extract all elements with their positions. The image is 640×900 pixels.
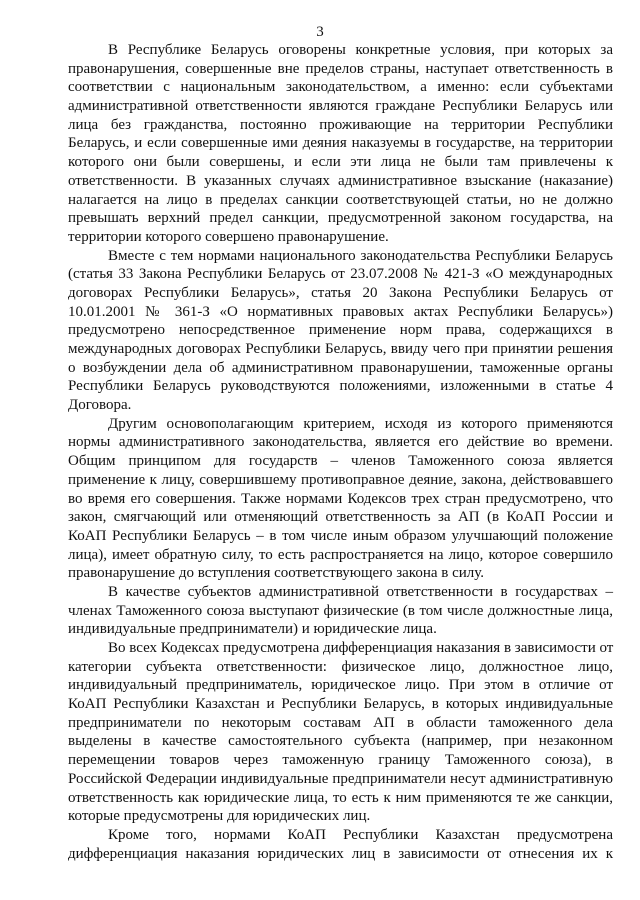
text-line: дифференциация наказания юридических лиц в зависимости от отнесения их к: [68, 845, 613, 862]
text-line: В Республике Беларусь оговорены конкретные условия, при которых за: [108, 42, 613, 58]
text-line: лица), имеет обратную силу, то есть распространяется на лицо, которое совершило: [68, 546, 613, 563]
text-line: выделены в качестве самостоятельного субъекта (например, при незаконном: [68, 733, 613, 750]
text-line: индивидуальные предприниматели) и юридические лица.: [68, 621, 437, 638]
text-line: В качестве субъектов административной ответственности в государствах –: [108, 583, 613, 600]
text-line: международных договорах Республики Беларусь, ввиду чего при принятии решения: [68, 341, 613, 357]
paragraph: [68, 415, 613, 583]
text-line: правонарушения, совершенные вне пределов страны, наступает ответственность в: [68, 60, 613, 77]
paragraph: [68, 247, 613, 415]
text-line: Республики Беларусь руководствуются положениями, изложенными в статье 4: [68, 378, 613, 395]
text-line: Российской Федерации индивидуальные предприниматели несут административную: [68, 770, 613, 787]
text-line: которого они были совершены, и если эти лица не были там привлечены к: [68, 154, 613, 171]
text-line: ответственность как юридические лица, то есть к ним применяются те же санкции,: [68, 789, 613, 806]
text-line: закон, смягчающий или отменяющий ответственность за АП (в КоАП России и: [68, 509, 613, 526]
text-line: во время его совершения. Также нормами Кодексов трех стран предусмотрено, что: [68, 490, 613, 507]
text-line: предприниматели по некоторым составам АП в области таможенного дела: [68, 714, 613, 731]
text-line: (статья 33 Закона Республики Беларусь от 23.07.2008 № 421-З «О международных: [68, 266, 613, 283]
text-line: договорах Республики Беларусь», статья 20 Закона Республики Беларусь от: [68, 284, 613, 301]
text-line: налагается на лицо в пределах санкции соответствующей статьи, но не должно: [68, 191, 613, 208]
paragraph: [68, 41, 613, 247]
text-line: членах Таможенного союза выступают физические (в том числе должностные лица,: [68, 602, 613, 619]
text-line: КоАП Республики Беларусь – в том числе иным образом улучшающий положение: [68, 527, 613, 544]
text-line: превышать верхний предел санкции, предусмотренной законом государства, на: [68, 210, 613, 227]
text-line: индивидуальный предприниматель, юридическое лицо. При этом в отличие от: [68, 677, 613, 694]
text-line: применение к лицу, совершившему противоправное деяние, закона, действовавшего: [68, 471, 613, 488]
text-line: Договора.: [68, 397, 132, 414]
text-line: КоАП Республики Казахстан и Республики Беларусь, в которых индивидуальные: [68, 696, 613, 713]
text-line: Другим основополагающим критерием, исходя из которого применяются: [108, 415, 613, 432]
text-line: административной ответственности являются граждане Республики Беларусь или: [68, 98, 613, 115]
text-line: Вместе с тем нормами национального законодательства Республики Беларусь: [108, 247, 613, 264]
text-line: 10.01.2001 № 361-З «О нормативных правовых актах Республики Беларусь»): [68, 303, 613, 320]
text-line: территории которого совершено правонарушение.: [68, 228, 389, 245]
text-line: Беларусь, и если совершенные ими деяния наказуемы в государстве, на территории: [68, 135, 613, 152]
text-line: нормы административного законодательства, является его действие во времени.: [68, 434, 613, 451]
text-line: Кроме того, нормами КоАП Республики Казахстан предусмотрена: [108, 826, 613, 843]
text-line: ответственности. В указанных случаях административное взыскание (наказание): [68, 172, 613, 189]
document-body: [68, 41, 613, 863]
text-line: Во всех Кодексах предусмотрена дифференциация наказания в зависимости от: [108, 640, 614, 656]
text-line: правонарушение до вступления соответствующего закона в силу.: [68, 565, 485, 582]
text-line: лица без гражданства, постоянно проживающие на территории Республики: [68, 116, 613, 133]
paragraph: [68, 639, 613, 826]
text-line: перемещении товаров через таможенную границу Таможенного союза), в: [68, 752, 613, 769]
text-line: которые предусмотрены для юридических лиц.: [68, 808, 371, 825]
text-line: Общим принципом для государств – членов Таможенного союза является: [68, 453, 613, 470]
text-line: соответствии с национальным законодательством, а именно: если субъектами: [68, 79, 613, 96]
text-line: о возбуждении дела об административном правонарушении, таможенные органы: [68, 359, 613, 376]
text-line: категории субъекта ответственности: физическое лицо, должностное лицо,: [68, 658, 613, 675]
text-line: предусмотрено непосредственное применение норм права, содержащихся в: [68, 322, 613, 339]
paragraph: [68, 826, 613, 863]
page-number: 3: [316, 24, 324, 40]
paragraph: [68, 583, 613, 639]
